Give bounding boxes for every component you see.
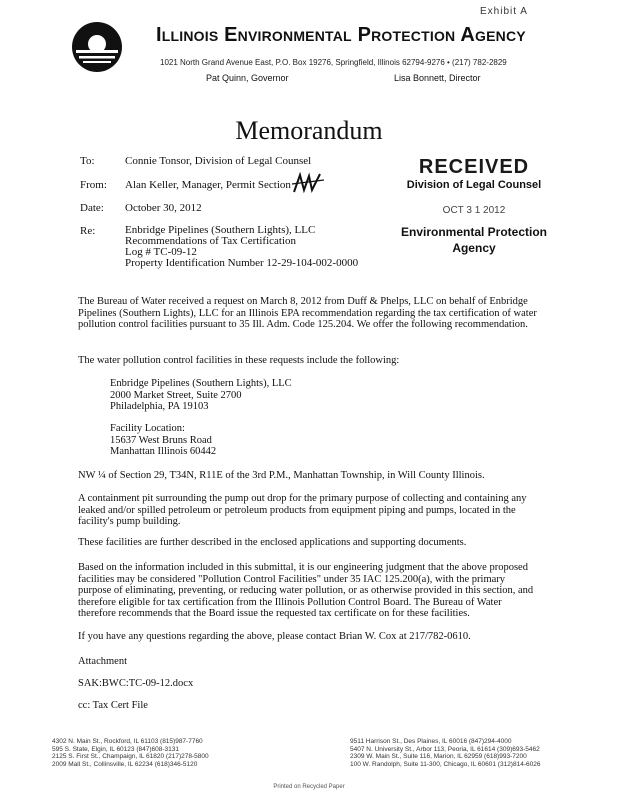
date-label: Date: (80, 202, 104, 214)
agency-address: 1021 North Grand Avenue East, P.O. Box 19276, Springfield, Illinois 62794-9276 • (217) 782-2829 (160, 58, 507, 67)
director-name: Lisa Bonnett, Director (394, 73, 481, 83)
facility-line: Manhattan Illinois 60442 (110, 446, 217, 457)
stamp-agency (394, 224, 554, 256)
stamp-received: RECEIVED (418, 156, 530, 178)
to-value: Connie Tonsor, Division of Legal Counsel (125, 155, 312, 167)
paragraph-request: The Bureau of Water received a request on March 8, 2012 from Duff & Phelps, LLC on behalf of Enbridge Pipelines (Southern Lights), LLC for an Illinois EPA recommendation regarding the tax certification of water pollution control facilities pursuant to 35 Ill. Adm. Code 125.204. We offer the following recommendation. (78, 296, 537, 330)
memo-title: Memorandum (235, 116, 383, 145)
paragraph-contact: If you have any questions regarding the above, please contact Brian W. Cox at 217/782-0610. (78, 631, 471, 642)
stamp-agency-line2: Agency (452, 241, 496, 255)
office-line: 5407 N. University St., Arbor 113, Peoria, IL 61614 (309)693-5462 (350, 745, 540, 753)
printed-on-recycled: Printed on Recycled Paper (273, 784, 345, 790)
company-line: 2000 Market Street, Suite 2700 (110, 389, 242, 401)
re-block (125, 225, 358, 269)
office-line: 2309 W. Main St., Suite 116, Marion, IL 62959 (618)993-7200 (350, 753, 527, 761)
paragraph-judgment: Based on the information included in this submittal, it is our engineering judgment that the above proposed facilities may be considered "Pollution Control Facilities" under 35 IAC 125.200(a), with the primary purpose of eliminating, preventing, or reducing water pollution, or as otherwise provided in this section, and therefore eligible for tax certification from the Illinois Pollution Control Board. The Bureau of Water therefore recommends that the Board issue the requested tax certificate on for these facilities. (78, 562, 534, 619)
paragraph-legal-description: NW ¼ of Section 29, T34N, R11E of the 3rd P.M., Manhattan Township, in Will County Illinois. (78, 470, 485, 481)
date-value: October 30, 2012 (125, 202, 202, 214)
facility-location (110, 423, 216, 458)
to-label: To: (80, 155, 95, 167)
governor-name: Pat Quinn, Governor (206, 73, 289, 83)
facility-line: 15637 West Bruns Road (110, 434, 212, 446)
footer-offices-right (350, 738, 540, 768)
re-line: Log # TC-09-12 (125, 246, 197, 258)
office-line: 100 W. Randolph, Suite 11-300, Chicago, IL 60601 (312)814-6026 (350, 760, 541, 768)
company-line: Philadelphia, PA 19103 (110, 401, 209, 412)
stamp-agency-line1: Environmental Protection (400, 225, 548, 239)
re-line: Property Identification Number 12-29-104-002-0000 (125, 257, 359, 269)
office-line: 2125 S. First St., Champaign, IL 61820 (217)278-5800 (52, 753, 209, 761)
re-line: Recommendations of Tax Certification (125, 235, 297, 247)
reference-initials: SAK:BWC:TC-09-12.docx (78, 678, 194, 689)
from-label: From: (80, 179, 107, 191)
received-stamp (394, 156, 554, 256)
exhibit-label: Exhibit A (480, 6, 528, 17)
company-address (110, 378, 292, 413)
handwritten-initials (290, 172, 330, 194)
agency-name: Illinois Environmental Protection Agency (156, 24, 526, 46)
paragraph-further-described: These facilities are further described in the enclosed applications and supporting documents. (78, 537, 467, 548)
attachment-label: Attachment (78, 656, 127, 667)
re-label: Re: (80, 225, 96, 237)
stamp-date: OCT 3 1 2012 (442, 205, 506, 216)
office-line: 4302 N. Main St., Rockford, IL 61103 (815)987-7760 (52, 738, 203, 745)
agency-logo (70, 20, 124, 74)
stamp-division: Division of Legal Counsel (406, 179, 542, 191)
company-line: Enbridge Pipelines (Southern Lights), LLC (110, 378, 292, 389)
office-line: 595 S. State, Elgin, IL 60123 (847)608-3131 (52, 745, 179, 753)
cc-line: cc: Tax Cert File (78, 700, 148, 711)
paragraph-facilities-intro: The water pollution control facilities in these requests include the following: (78, 355, 400, 366)
office-line: 9511 Harrison St., Des Plaines, IL 60016 (847)294-4000 (350, 738, 512, 745)
facility-line: Facility Location: (110, 423, 185, 434)
paragraph-containment-pit: A containment pit surrounding the pump out drop for the primary purpose of collecting and containing any leaked and/or spilled petroleum or petroleum products from equipment piping and pumps, located in the facility's pump building. (78, 493, 527, 527)
from-value: Alan Keller, Manager, Permit Section (125, 179, 291, 191)
re-line: Enbridge Pipelines (Southern Lights), LLC (125, 224, 316, 236)
footer-offices-left (52, 738, 209, 768)
office-line: 2009 Mall St., Collinsville, IL 62234 (618)346-5120 (52, 760, 198, 768)
